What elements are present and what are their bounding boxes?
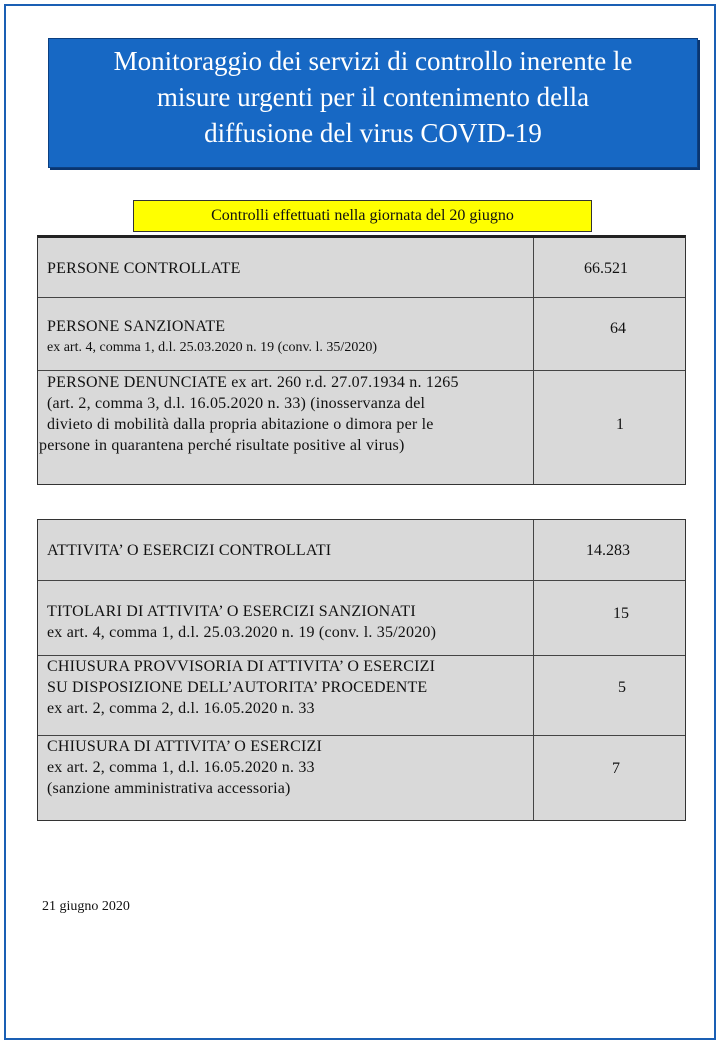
row-label-line: divieto di mobilità dalla propria abitazione o dimora per le (47, 416, 434, 433)
title-line: misure urgenti per il contenimento della (156, 82, 590, 112)
row-label-line: TITOLARI DI ATTIVITA’ O ESERCIZI SANZIONATI (47, 603, 416, 620)
footer-date: 21 giugno 2020 (42, 899, 130, 914)
table-row-attivita-sanzionati (38, 581, 685, 656)
title-line: Monitoraggio dei servizi di controllo inerente le (113, 46, 633, 76)
row-label-line: SU DISPOSIZIONE DELL’AUTORITA’ PROCEDENTE (47, 679, 428, 696)
row-label-cell (38, 736, 533, 820)
row-label-line: CHIUSURA PROVVISORIA DI ATTIVITA’ O ESERCIZI (47, 658, 436, 675)
row-value: 7 (612, 760, 620, 777)
row-label-line: ex art. 2, comma 1, d.l. 16.05.2020 n. 33 (47, 759, 315, 776)
row-label-cell (38, 238, 533, 297)
row-note: ex art. 4, comma 1, d.l. 25.03.2020 n. 19 (conv. l. 35/2020) (47, 340, 377, 355)
table-row-persone-sanzionate (38, 298, 685, 371)
row-label-cell (38, 581, 533, 655)
row-value: 1 (616, 416, 624, 433)
row-value-cell (533, 520, 685, 580)
table-row-attivita-controllati (38, 520, 685, 581)
table-row-persone-denunciate (38, 371, 685, 484)
row-label: PERSONE CONTROLLATE (47, 260, 241, 277)
page-title (48, 38, 698, 168)
row-value: 14.283 (586, 542, 630, 559)
row-value-cell (533, 656, 685, 735)
persone-table (37, 235, 686, 485)
row-value: 5 (618, 679, 626, 696)
row-label-line: (art. 2, comma 3, d.l. 16.05.2020 n. 33) (inosservanza del (47, 395, 426, 412)
row-label-line: PERSONE DENUNCIATE ex art. 260 r.d. 27.07.1934 n. 1265 (47, 374, 459, 391)
row-label: PERSONE SANZIONATE (47, 318, 226, 335)
row-value: 66.521 (584, 260, 628, 277)
row-value-cell (533, 371, 685, 484)
attivita-table (37, 519, 686, 821)
row-label-line: ex art. 2, comma 2, d.l. 16.05.2020 n. 33 (47, 700, 315, 717)
row-label-line: persone in quarantena perché risultate positive al virus) (39, 437, 405, 454)
row-value-cell (533, 298, 685, 370)
table-row-chiusura (38, 736, 685, 820)
row-label-cell (38, 371, 533, 484)
row-label-line: ex art. 4, comma 1, d.l. 25.03.2020 n. 19 (conv. l. 35/2020) (47, 624, 437, 641)
row-label-cell (38, 298, 533, 370)
row-label-cell (38, 656, 533, 735)
table-row-persone-controllate (38, 238, 685, 298)
title-line: diffusione del virus COVID-19 (204, 118, 542, 148)
row-label-line: CHIUSURA DI ATTIVITA’ O ESERCIZI (47, 738, 323, 755)
row-label: ATTIVITA’ O ESERCIZI CONTROLLATI (47, 542, 332, 559)
row-label-line: (sanzione amministrativa accessoria) (47, 780, 291, 797)
row-value-cell (533, 736, 685, 820)
row-value-cell (533, 581, 685, 655)
row-value: 15 (613, 605, 629, 622)
row-value-cell (533, 238, 685, 297)
row-label-cell (38, 520, 533, 580)
subtitle-banner: Controlli effettuati nella giornata del 20 giugno (133, 200, 592, 232)
table-row-chiusura-provvisoria (38, 656, 685, 736)
row-value: 64 (610, 320, 626, 337)
